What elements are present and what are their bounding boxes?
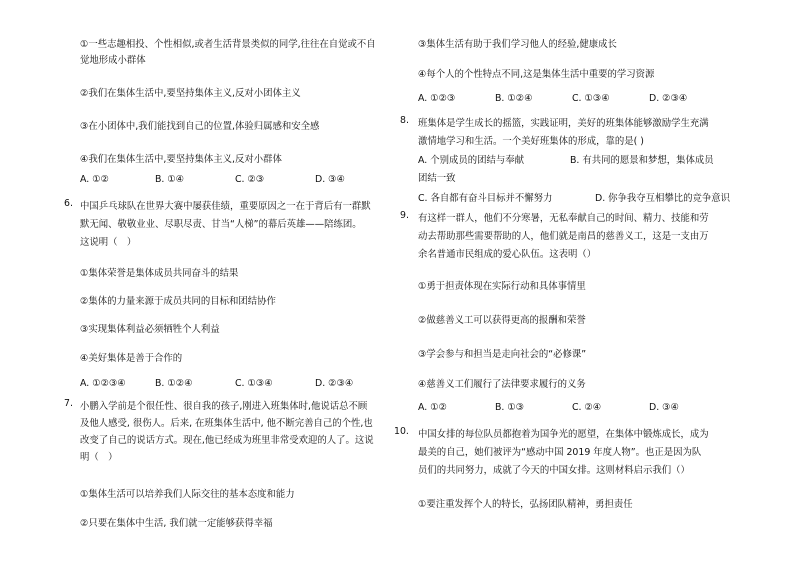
q8-option-b-cont: 团结一致	[418, 173, 456, 184]
q6-option-c[interactable]: C. ①③④	[235, 378, 273, 389]
q7-option-b[interactable]: B. ①②④	[495, 93, 533, 104]
q8-option-b[interactable]: B. 有共同的愿景和梦想，集体成员	[570, 155, 714, 166]
q5-option-b[interactable]: B. ①④	[155, 174, 185, 185]
q6-option-d[interactable]: D. ②③④	[315, 378, 354, 389]
q10-number: 10.	[394, 426, 409, 437]
q7-stem-line-4: 明（ ）	[80, 452, 118, 463]
q10-stem-line-3: 员们的共同努力，成就了今天的中国女排。这则材料启示我们（）	[418, 465, 690, 476]
q9-option-b[interactable]: B. ①③	[495, 402, 525, 413]
q5-option-a[interactable]: A. ①②	[80, 174, 110, 185]
q5-option-c[interactable]: C. ②③	[235, 174, 265, 185]
q6-statement-3: ③实现集体利益必须牺牲个人利益	[80, 324, 220, 335]
q9-option-d[interactable]: D. ③④	[649, 402, 679, 413]
q7-number: 7.	[64, 398, 73, 409]
q8-option-d[interactable]: D. 你争我夺互相攀比的竞争意识	[595, 193, 731, 204]
q6-statement-4: ④美好集体是善于合作的	[80, 353, 183, 364]
q8-stem-line-1: 班集体是学生成长的摇篮，实践证明，美好的班集体能够激励学生充满	[418, 118, 709, 129]
q6-statement-2: ②集体的力量来源于成员共同的目标和团结协作	[80, 296, 276, 307]
q6-statement-1: ①集体荣誉是集体成员共同奋斗的结果	[80, 268, 239, 279]
q7-option-c[interactable]: C. ①③④	[572, 93, 610, 104]
q5-statement-4: ④我们在集体生活中,要坚持集体主义,反对小群体	[80, 154, 282, 165]
q10-stem-line-1: 中国女排的每位队员都抱着为国争光的愿望，在集体中锻炼成长，成为	[418, 429, 709, 440]
q9-stem-line-2: 动去帮助那些需要帮助的人，他们就是南昌的慈善义工，这是一支由万	[418, 231, 709, 242]
q6-stem-line-3: 这说明（ ）	[80, 237, 137, 248]
q6-option-b[interactable]: B. ①②④	[155, 378, 193, 389]
q6-stem-line-1: 中国乒乓球队在世界大赛中屡获佳绩，重要原因之一在于背后有一群默	[80, 201, 371, 212]
q7-stem-line-3: 改变了自己的说话方式。现在,他已经成为班里非常受欢迎的人了。这说	[80, 435, 374, 446]
q9-option-a[interactable]: A. ①②	[418, 402, 448, 413]
q9-statement-3: ③学会参与和担当是走向社会的“必修课”	[418, 349, 587, 360]
q6-option-a[interactable]: A. ①②③④	[80, 378, 126, 389]
q9-number: 9.	[400, 210, 409, 221]
q10-stem-line-2: 最美的自己，她们被评为“感动中国 2019 年度人物”。也正是因为队	[418, 447, 702, 458]
q8-option-a[interactable]: A. 个别成员的团结与奉献	[418, 155, 524, 166]
q5-statement-3: ③在小团体中,我们能找到自己的位置,体验归属感和安全感	[80, 121, 320, 132]
q8-stem-line-2: 激情地学习和生活。一个美好班集体的形成，靠的是( )	[418, 136, 644, 147]
q5-option-d[interactable]: D. ③④	[315, 174, 345, 185]
q9-option-c[interactable]: C. ②④	[572, 402, 602, 413]
q9-statement-1: ①勇于担责体现在实际行动和具体事情里	[418, 281, 586, 292]
q5-statement-2: ②我们在集体生活中,要坚持集体主义,反对小团体主义	[80, 88, 301, 99]
q7-stem-line-2: 及他人感受, 很伤人。后来, 在班集体生活中, 他不断完善自己的个性,也	[80, 418, 373, 429]
q6-number: 6.	[64, 198, 73, 209]
q8-number: 8.	[400, 115, 409, 126]
q7-statement-4: ④每个人的个性特点不同,这是集体生活中重要的学习资源	[418, 69, 655, 80]
q7-statement-1: ①集体生活可以培养我们人际交往的基本态度和能力	[80, 489, 295, 500]
q7-option-d[interactable]: D. ②③④	[649, 93, 688, 104]
q7-statement-2: ②只要在集体中生活, 我们就一定能够获得幸福	[80, 518, 273, 529]
q7-stem-line-1: 小鹏入学前是个很任性、很自我的孩子,刚进入班集体时,他说话总不顾	[80, 401, 368, 412]
q9-statement-2: ②做慈善义工可以获得更高的报酬和荣誉	[418, 315, 586, 326]
q5-statement-1-cont: 觉地形成小群体	[80, 55, 146, 66]
q8-option-c[interactable]: C. 各自都有奋斗目标并不懈努力	[418, 193, 553, 204]
q9-statement-4: ④慈善义工们履行了法律要求履行的义务	[418, 379, 586, 390]
q7-statement-3: ③集体生活有助于我们学习他人的经验,健康成长	[418, 39, 617, 50]
q7-option-a[interactable]: A. ①②③	[418, 93, 456, 104]
q10-statement-1: ①要注重发挥个人的特长，弘扬团队精神，勇担责任	[418, 499, 633, 510]
q6-stem-line-2: 默无闻、敬敬业业、尽职尽责、甘当“人梯”的幕后英雄——陪练团。	[80, 219, 362, 230]
q9-stem-line-3: 余名普通市民组成的爱心队伍。这表明（）	[418, 249, 597, 260]
q5-statement-1: ①一些志趣相投、个性相似,或者生活背景类似的同学,往往在自觉或不自	[80, 39, 376, 50]
q9-stem-line-1: 有这样一群人，他们不分寒暑，无私奉献自己的时间、精力、技能和劳	[418, 213, 709, 224]
